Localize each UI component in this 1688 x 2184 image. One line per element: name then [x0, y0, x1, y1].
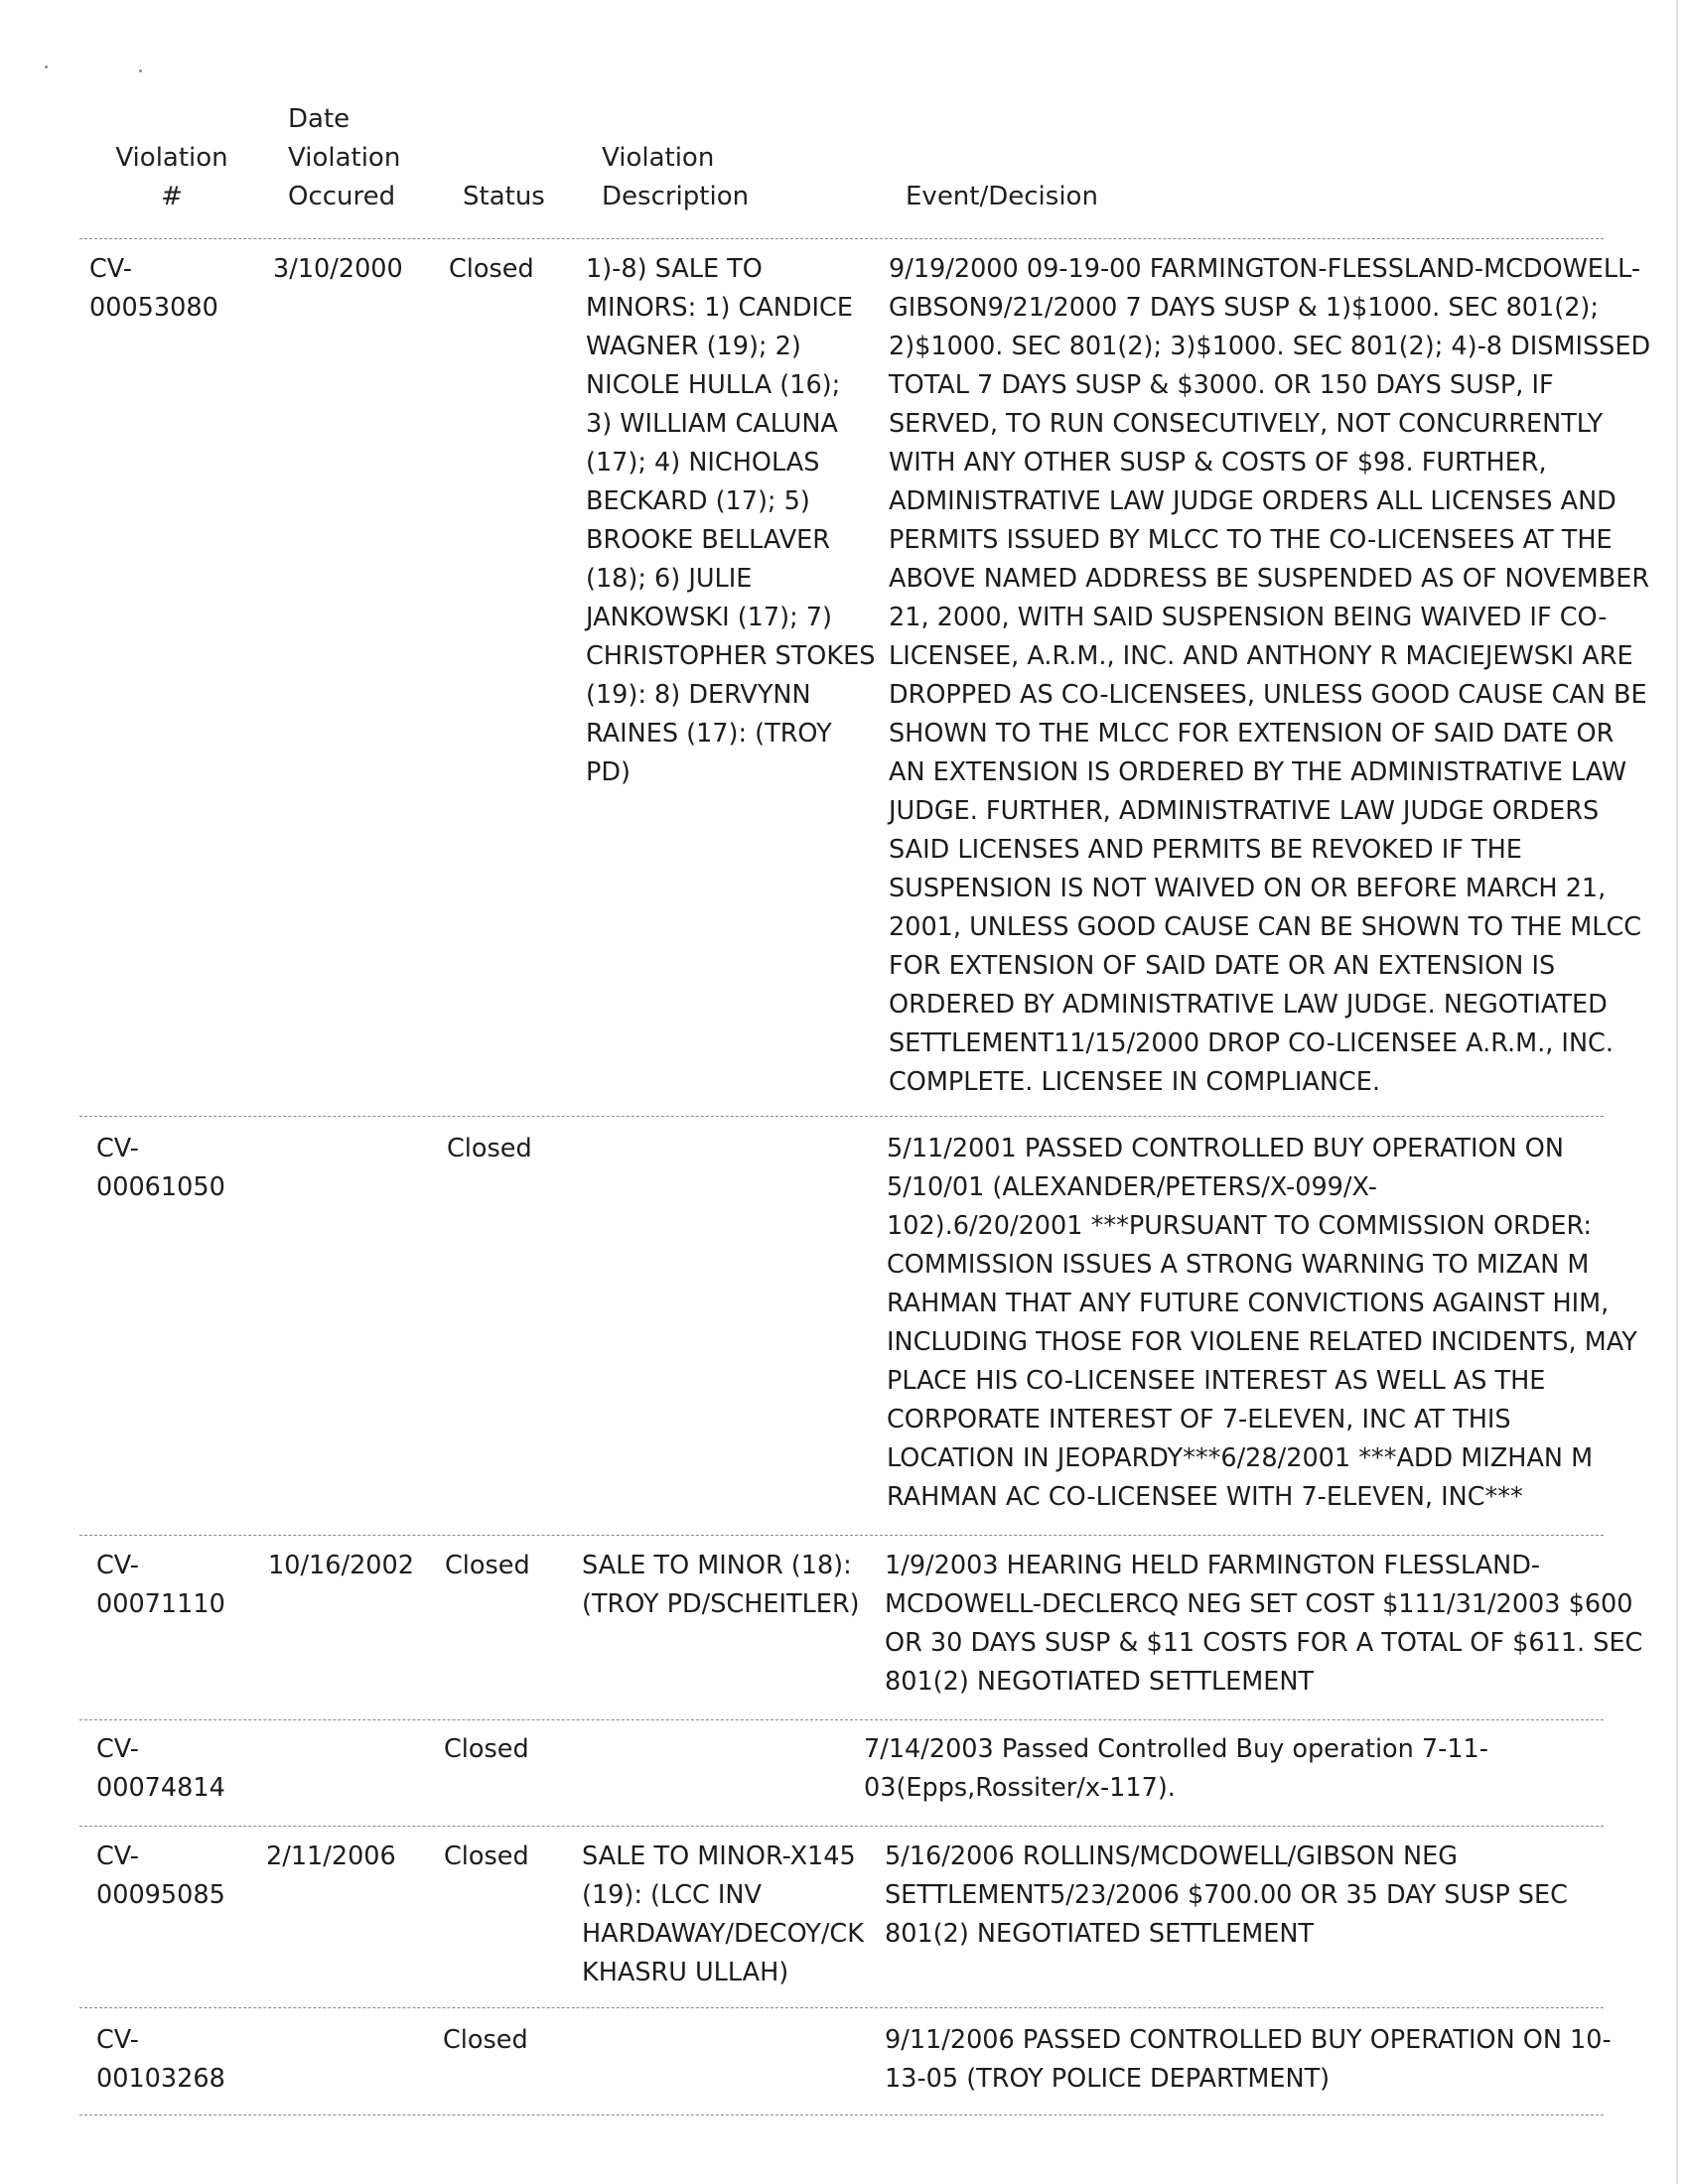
description-line: HARDAWAY/DECOY/CK — [582, 1919, 864, 1949]
event-decision — [887, 1130, 1637, 1517]
event-line: 5/11/2001 PASSED CONTROLLED BUY OPERATION ON — [887, 1134, 1564, 1163]
violation-number-line: 00074814 — [96, 1773, 225, 1803]
event-line: LOCATION IN JEOPARDY***6/28/2001 ***ADD MIZHAN M — [887, 1443, 1594, 1473]
header-line: Occured — [288, 182, 396, 211]
scan-speck — [45, 66, 48, 68]
event-line: JUDGE. FURTHER, ADMINISTRATIVE LAW JUDGE ORDERS — [889, 796, 1600, 826]
event-line: 102).6/20/2001 ***PURSUANT TO COMMISSION ORDER: — [887, 1211, 1593, 1241]
header-date — [288, 100, 400, 216]
event-line: SUSPENSION IS NOT WAIVED ON OR BEFORE MARCH 21, — [889, 874, 1607, 903]
violation-status — [447, 1130, 532, 1168]
violation-number — [96, 1838, 225, 1915]
event-line: 7/14/2003 Passed Controlled Buy operation 7-11- — [864, 1734, 1488, 1764]
description-line: NICOLE HULLA (16); — [586, 370, 841, 400]
violation-number — [96, 2021, 225, 2099]
event-line: 9/11/2006 PASSED CONTROLLED BUY OPERATION ON 10- — [885, 2025, 1612, 2055]
event-line: SERVED, TO RUN CONSECUTIVELY, NOT CONCURRENTLY — [889, 409, 1604, 439]
violation-number-line: CV- — [96, 2025, 139, 2055]
violation-number-line: 00061050 — [96, 1172, 225, 1202]
violation-status — [449, 250, 534, 289]
event-line: 13-05 (TROY POLICE DEPARTMENT) — [885, 2064, 1331, 2094]
event-line: INCLUDING THOSE FOR VIOLENE RELATED INCIDENTS, MAY — [887, 1327, 1637, 1357]
header-status — [463, 178, 545, 216]
event-decision — [889, 250, 1650, 1102]
event-line: COMPLETE. LICENSEE IN COMPLIANCE. — [889, 1067, 1380, 1097]
header-line: Description — [602, 182, 750, 211]
description-line: (19): (LCC INV — [582, 1880, 762, 1910]
description-line: (19): 8) DERVYNN — [586, 680, 811, 710]
row-divider — [79, 1826, 1604, 1827]
description-line: RAINES (17): (TROY — [586, 719, 832, 749]
event-line: OR 30 DAYS SUSP & $11 COSTS FOR A TOTAL OF $611. SEC — [885, 1628, 1643, 1658]
description-line: SALE TO MINOR-X145 — [582, 1842, 856, 1871]
violation-description — [586, 250, 875, 792]
violation-number-line: CV- — [96, 1134, 139, 1163]
event-line: ABOVE NAMED ADDRESS BE SUSPENDED AS OF NOVEMBER — [889, 564, 1650, 594]
violation-number-line: CV- — [96, 1842, 139, 1871]
event-line: PLACE HIS CO-LICENSEE INTEREST AS WELL AS THE — [887, 1366, 1546, 1396]
event-decision — [885, 1547, 1642, 1702]
violation-number-line: 00053080 — [89, 293, 218, 323]
violation-date-text: 10/16/2002 — [268, 1551, 414, 1580]
row-divider — [79, 2115, 1604, 2116]
header-line: Violation — [115, 143, 228, 173]
header-line: Event/Decision — [906, 182, 1098, 211]
violation-description — [582, 1838, 864, 1992]
description-line: BROOKE BELLAVER — [586, 525, 830, 555]
event-line: 1/9/2003 HEARING HELD FARMINGTON FLESSLAND- — [885, 1551, 1541, 1580]
description-line: 1)-8) SALE TO — [586, 254, 763, 284]
event-line: 5/10/01 (ALEXANDER/PETERS/X-099/X- — [887, 1172, 1377, 1202]
description-line: PD) — [586, 757, 631, 787]
description-line: BECKARD (17); 5) — [586, 486, 810, 516]
event-line: ADMINISTRATIVE LAW JUDGE ORDERS ALL LICENSES AND — [889, 486, 1617, 516]
event-line: RAHMAN AC CO-LICENSEE WITH 7-ELEVEN, INC*** — [887, 1482, 1523, 1512]
violation-date — [266, 1838, 396, 1876]
event-line: LICENSEE, A.R.M., INC. AND ANTHONY R MACIEJEWSKI ARE — [889, 641, 1633, 671]
description-line: (17); 4) NICHOLAS — [586, 448, 820, 478]
event-line: GIBSON9/21/2000 7 DAYS SUSP & 1)$1000. SEC 801(2); — [889, 293, 1599, 323]
header-line: Violation — [602, 143, 715, 173]
event-line: SETTLEMENT5/23/2006 $700.00 OR 35 DAY SUSP SEC — [885, 1880, 1568, 1910]
row-divider — [79, 238, 1604, 239]
description-line: KHASRU ULLAH) — [582, 1958, 789, 1987]
description-line: JANKOWSKI (17); 7) — [586, 603, 832, 632]
event-line: ORDERED BY ADMINISTRATIVE LAW JUDGE. NEGOTIATED — [889, 990, 1608, 1020]
event-line: 03(Epps,Rossiter/x-117). — [864, 1773, 1176, 1803]
description-line: SALE TO MINOR (18): — [582, 1551, 852, 1580]
event-line: 2)$1000. SEC 801(2); 3)$1000. SEC 801(2); 4)-8 DISMISSED — [889, 332, 1651, 361]
row-divider — [79, 1719, 1604, 1720]
event-line: SAID LICENSES AND PERMITS BE REVOKED IF THE — [889, 835, 1522, 865]
violation-description — [582, 1547, 860, 1624]
row-divider — [79, 2007, 1604, 2008]
header-violation-number — [107, 139, 236, 216]
violation-status-text: Closed — [447, 1134, 532, 1163]
event-line: AN EXTENSION IS ORDERED BY THE ADMINISTRATIVE LAW — [889, 757, 1627, 787]
event-line: 801(2) NEGOTIATED SETTLEMENT — [885, 1667, 1314, 1697]
violation-status-text: Closed — [444, 1734, 529, 1764]
event-line: WITH ANY OTHER SUSP & COSTS OF $98. FURTHER, — [889, 448, 1547, 478]
event-line: 801(2) NEGOTIATED SETTLEMENT — [885, 1919, 1314, 1949]
violation-number-line: CV- — [96, 1551, 139, 1580]
row-divider — [79, 1535, 1604, 1536]
description-line: (18); 6) JULIE — [586, 564, 753, 594]
event-line: MCDOWELL-DECLERCQ NEG SET COST $111/31/2003 $600 — [885, 1589, 1633, 1619]
event-line: DROPPED AS CO-LICENSEES, UNLESS GOOD CAUSE CAN BE — [889, 680, 1647, 710]
violation-status — [443, 2021, 528, 2060]
event-line: TOTAL 7 DAYS SUSP & $3000. OR 150 DAYS SUSP, IF — [889, 370, 1554, 400]
description-line: (TROY PD/SCHEITLER) — [582, 1589, 860, 1619]
header-event-decision — [906, 178, 1098, 216]
scan-speck — [139, 69, 142, 72]
violation-date-text: 2/11/2006 — [266, 1842, 396, 1871]
event-line: FOR EXTENSION OF SAID DATE OR AN EXTENSION IS — [889, 951, 1556, 981]
violation-status-text: Closed — [445, 1551, 530, 1580]
violation-number-line: CV- — [96, 1734, 139, 1764]
scan-edge — [1676, 0, 1678, 2184]
description-line: 3) WILLIAM CALUNA — [586, 409, 838, 439]
violation-number — [89, 250, 218, 328]
description-line: CHRISTOPHER STOKES — [586, 641, 876, 671]
violation-status-text: Closed — [443, 2025, 528, 2055]
event-line: SETTLEMENT11/15/2000 DROP CO-LICENSEE A.R.M., INC. — [889, 1028, 1614, 1058]
event-line: 21, 2000, WITH SAID SUSPENSION BEING WAIVED IF CO- — [889, 603, 1608, 632]
violation-status-text: Closed — [444, 1842, 529, 1871]
event-decision — [885, 1838, 1568, 1954]
violation-number — [96, 1130, 225, 1207]
event-line: 5/16/2006 ROLLINS/MCDOWELL/GIBSON NEG — [885, 1842, 1458, 1871]
header-line: Violation — [288, 143, 401, 173]
event-line: SHOWN TO THE MLCC FOR EXTENSION OF SAID DATE OR — [889, 719, 1615, 749]
violation-number-line: 00103268 — [96, 2064, 225, 2094]
event-decision — [864, 1730, 1488, 1808]
violation-number — [96, 1547, 225, 1624]
violation-status-text: Closed — [449, 254, 534, 284]
violation-date-text: 3/10/2000 — [273, 254, 403, 284]
event-line: 2001, UNLESS GOOD CAUSE CAN BE SHOWN TO THE MLCC — [889, 912, 1642, 942]
description-line: MINORS: 1) CANDICE — [586, 293, 853, 323]
event-line: CORPORATE INTEREST OF 7-ELEVEN, INC AT THIS — [887, 1405, 1511, 1434]
header-line: Date — [288, 104, 351, 134]
header-line: Status — [463, 182, 545, 211]
violation-number-line: 00071110 — [96, 1589, 225, 1619]
violation-number — [96, 1730, 225, 1808]
violation-date — [268, 1547, 414, 1585]
event-decision — [885, 2021, 1612, 2099]
event-line: 9/19/2000 09-19-00 FARMINGTON-FLESSLAND-MCDOWELL- — [889, 254, 1641, 284]
row-divider — [79, 1116, 1604, 1117]
event-line: RAHMAN THAT ANY FUTURE CONVICTIONS AGAINST HIM, — [887, 1289, 1610, 1318]
header-line: # — [161, 182, 183, 211]
violation-date — [273, 250, 403, 289]
violation-number-line: 00095085 — [96, 1880, 225, 1910]
violation-number-line: CV- — [89, 254, 132, 284]
violation-status — [445, 1547, 530, 1585]
event-line: COMMISSION ISSUES A STRONG WARNING TO MIZAN M — [887, 1250, 1590, 1280]
violation-status — [444, 1730, 529, 1769]
event-line: PERMITS ISSUED BY MLCC TO THE CO-LICENSEES AT THE — [889, 525, 1613, 555]
description-line: WAGNER (19); 2) — [586, 332, 801, 361]
violation-status — [444, 1838, 529, 1876]
header-description — [602, 139, 749, 216]
